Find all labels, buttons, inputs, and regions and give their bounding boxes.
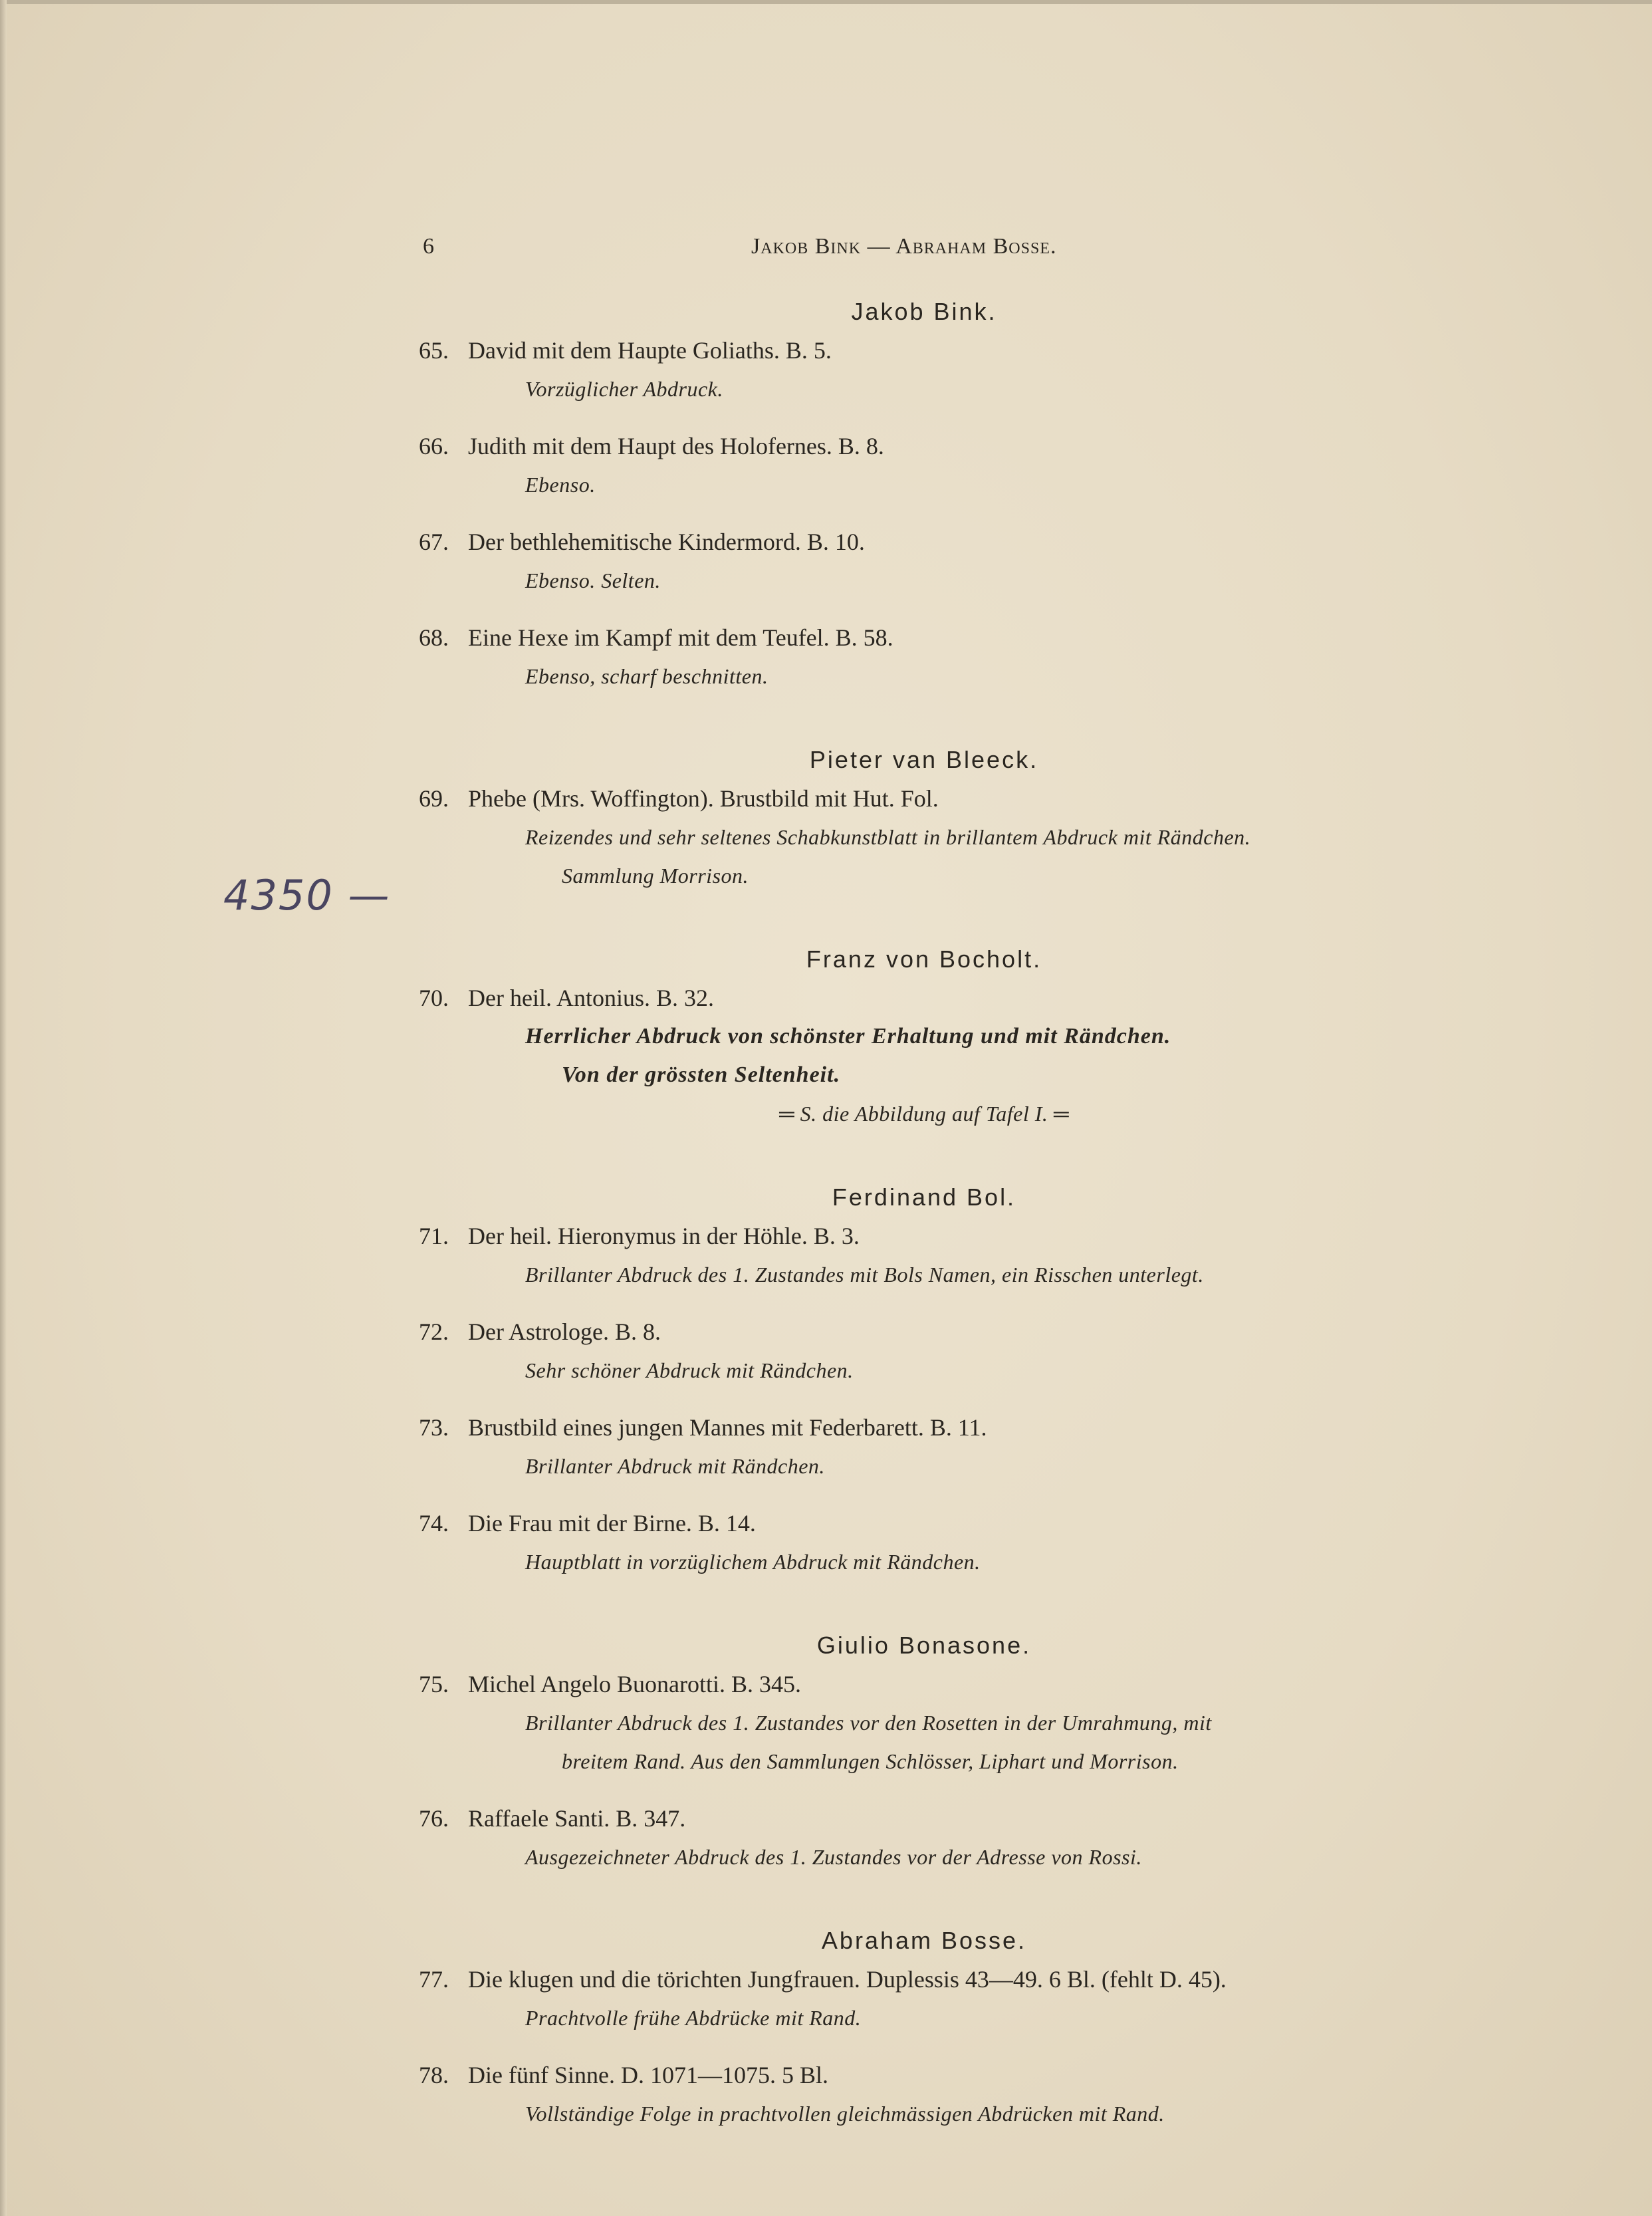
catalog-entry [419,331,1429,408]
entry-note: Ebenso, scharf beschnitten. [525,664,768,688]
handwritten-annotation: 4350 — [223,871,391,920]
entry-note: Prachtvolle frühe Abdrücke mit Rand. [525,2006,862,2030]
artist-heading: Jakob Bink. [851,298,997,325]
plate-reference: ═ S. die Abbildung auf Tafel I. ═ [778,1102,1070,1126]
catalog-entry [419,1408,1429,1485]
entry-title: Die Frau mit der Birne. B. 14. [468,1510,756,1537]
entry-number: 70. [419,985,449,1011]
entry-note: Vollständige Folge in prachtvollen gleichmässigen Abdrücken mit Rand. [525,2102,1165,2126]
artist-heading: Giulio Bonasone. [816,1632,1032,1659]
artist-heading: Pieter van Bleeck. [809,746,1039,773]
running-head [0,234,1652,267]
entry-number: 74. [419,1510,449,1537]
entry-note: breitem Rand. Aus den Sammlungen Schlösser, Liphart und Morrison. [562,1749,1179,1773]
entry-title: Der heil. Antonius. B. 32. [468,985,714,1011]
entry-note: Von der grössten Seltenheit. [562,1062,841,1087]
catalog-entry [419,779,1429,895]
entry-number: 68. [419,624,449,651]
entry-number: 71. [419,1223,449,1249]
entry-number: 78. [419,2062,449,2088]
entry-number: 67. [419,529,449,555]
catalog-entry [419,2056,1429,2133]
entry-note: Brillanter Abdruck mit Rändchen. [525,1454,825,1478]
artist-section [419,741,1429,895]
artist-section [419,1921,1429,2133]
entry-title: Der heil. Hieronymus in der Höhle. B. 3. [468,1223,860,1249]
catalog-entry [419,1665,1429,1781]
entry-title: Die klugen und die törichten Jungfrauen. Duplessis 43—49. 6 Bl. (fehlt D. 45). [468,1966,1227,1993]
entry-note: Vorzüglicher Abdruck. [525,377,723,401]
entry-number: 75. [419,1671,449,1697]
entry-title: Michel Angelo Buonarotti. B. 345. [468,1671,801,1697]
artist-section [419,1626,1429,1876]
entry-number: 77. [419,1966,449,1993]
catalog-entry [419,979,1429,1133]
entry-number: 76. [419,1805,449,1832]
entry-note: Ebenso. Selten. [525,568,661,592]
entry-title: David mit dem Haupte Goliaths. B. 5. [468,337,832,364]
entry-title: Die fünf Sinne. D. 1071—1075. 5 Bl. [468,2062,828,2088]
entry-number: 69. [419,785,449,812]
artist-heading: Ferdinand Bol. [832,1183,1016,1211]
entry-title: Brustbild eines jungen Mannes mit Federbarett. B. 11. [468,1414,987,1441]
entry-title: Der Astrologe. B. 8. [468,1318,661,1345]
catalog-entry [419,1504,1429,1581]
artist-section [419,293,1429,695]
entry-note: Ebenso. [525,473,596,497]
catalog-entry [419,523,1429,600]
catalog-entry [419,618,1429,695]
entry-note: Sehr schöner Abdruck mit Rändchen. [525,1358,854,1382]
entry-number: 73. [419,1414,449,1441]
entry-number: 72. [419,1318,449,1345]
entry-title: Eine Hexe im Kampf mit dem Teufel. B. 58. [468,624,893,651]
catalog-entry [419,427,1429,504]
catalog-content [419,293,1429,2152]
page-edge-left [0,0,7,2216]
page-number: 6 [423,234,434,259]
artist-section [419,940,1429,1133]
entry-note: Sammlung Morrison. [562,864,749,888]
entry-note: Reizendes und sehr seltenes Schabkunstblatt in brillantem Abdruck mit Rändchen. [525,825,1251,849]
catalog-entry [419,1312,1429,1390]
artist-heading: Franz von Bocholt. [806,945,1042,973]
entry-title: Phebe (Mrs. Woffington). Brustbild mit Hut. Fol. [468,785,939,812]
catalog-entry [419,1960,1429,2037]
entry-note: Ausgezeichneter Abdruck des 1. Zustandes vor der Adresse von Rossi. [525,1845,1142,1869]
running-title: Jakob Bink — Abraham Bosse. [751,234,1057,259]
entry-note: Herrlicher Abdruck von schönster Erhaltung und mit Rändchen. [525,1024,1171,1048]
entry-note: Brillanter Abdruck des 1. Zustandes vor den Rosetten in der Umrahmung, mit [525,1711,1212,1735]
catalog-entry [419,1799,1429,1876]
entry-title: Der bethlehemitische Kindermord. B. 10. [468,529,865,555]
artist-section [419,1178,1429,1581]
entry-title: Judith mit dem Haupt des Holofernes. B. 8. [468,433,884,459]
entry-number: 65. [419,337,449,364]
artist-heading: Abraham Bosse. [821,1927,1027,1954]
entry-note: Brillanter Abdruck des 1. Zustandes mit Bols Namen, ein Risschen unterlegt. [525,1263,1204,1287]
catalog-entry [419,1217,1429,1294]
entry-number: 66. [419,433,449,459]
page-edge-top [0,0,1652,4]
entry-title: Raffaele Santi. B. 347. [468,1805,686,1832]
entry-note: Hauptblatt in vorzüglichem Abdruck mit Rändchen. [525,1550,981,1574]
